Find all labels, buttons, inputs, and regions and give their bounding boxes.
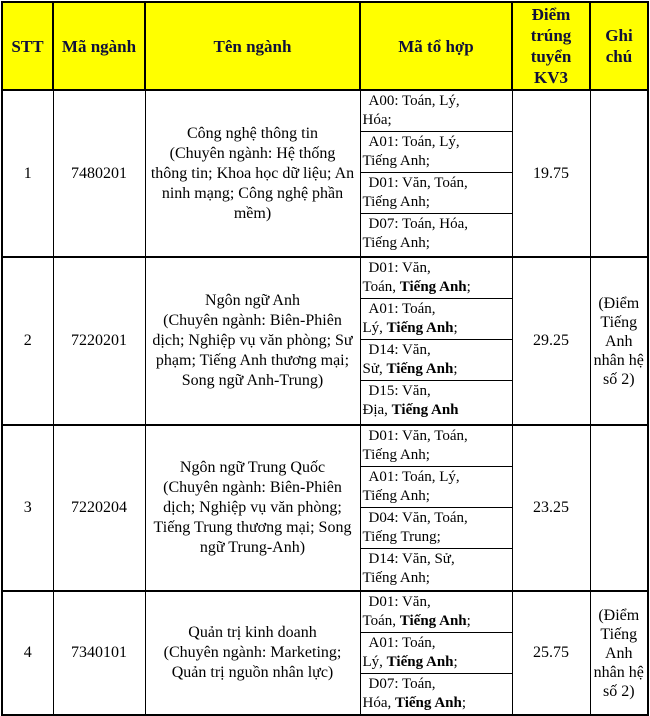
combo-list	[361, 592, 512, 714]
combo-line1: A01: Toán, Lý,	[368, 134, 460, 150]
combo-cell	[360, 591, 512, 715]
combo-item	[361, 674, 512, 714]
header-cell-note: Ghi chú	[590, 2, 648, 90]
combo-item	[361, 173, 512, 214]
major-code-cell: 7340101	[53, 591, 145, 715]
combo-line2: Tiếng Anh;	[362, 194, 430, 210]
score-cell: 23.25	[512, 425, 590, 591]
combo-line2: Tiếng Anh;	[362, 153, 430, 169]
combo-item	[361, 299, 512, 340]
stt-cell: 4	[2, 591, 53, 715]
stt-cell: 3	[2, 425, 53, 591]
combo-line2: Lý, Tiếng Anh;	[362, 320, 458, 336]
table-body	[2, 90, 648, 715]
note-cell: (Điểm Tiếng Anh nhân hệ số 2)	[590, 591, 648, 715]
header-row	[2, 2, 648, 90]
header-cell-combo: Mã tổ hợp	[360, 2, 512, 90]
header-cell-stt: STT	[2, 2, 53, 90]
combo-line2: Tiếng Anh;	[362, 570, 430, 586]
score-cell: 29.25	[512, 257, 590, 425]
table-row	[2, 257, 648, 425]
major-name-cell	[145, 257, 360, 425]
combo-item	[361, 91, 512, 132]
combo-item	[361, 214, 512, 254]
combo-line1: D14: Văn,	[368, 342, 431, 358]
score-cell: 25.75	[512, 591, 590, 715]
combo-line1: A01: Toán,	[368, 301, 436, 317]
combo-line1: D07: Toán,	[368, 676, 436, 692]
major-name-cell	[145, 90, 360, 257]
combo-line2: Tiếng Anh;	[362, 235, 430, 251]
stt-cell: 2	[2, 257, 53, 425]
combo-item	[361, 467, 512, 508]
combo-line1: D07: Toán, Hóa,	[368, 216, 468, 232]
major-code-cell: 7480201	[53, 90, 145, 257]
combo-item	[361, 426, 512, 467]
combo-line2: Địa, Tiếng Anh	[362, 402, 459, 418]
combo-line2: Toán, Tiếng Anh;	[362, 613, 471, 629]
combo-cell	[360, 90, 512, 257]
combo-line1: D01: Văn, Toán,	[368, 175, 468, 191]
combo-line1: D01: Văn,	[368, 594, 431, 610]
combo-item	[361, 592, 512, 633]
combo-list	[361, 91, 512, 254]
major-specializations: (Chuyên ngành: Biên-Phiên dịch; Nghiệp vụ văn phòng; Tiếng Trung thương mại; Song ngữ Trung-Anh)	[153, 479, 352, 556]
major-specializations: (Chuyên ngành: Biên-Phiên dịch; Nghiệp vụ văn phòng; Sư phạm; Tiếng Anh thương mại; Song ngữ Anh-Trung)	[152, 312, 353, 389]
combo-item	[361, 381, 512, 421]
combo-line2: Hóa, Tiếng Anh;	[362, 695, 467, 711]
major-specializations: (Chuyên ngành: Marketing; Quản trị nguồn nhân lực)	[163, 644, 342, 681]
combo-item	[361, 633, 512, 674]
combo-line2: Lý, Tiếng Anh;	[362, 654, 458, 670]
header-cell-major-code: Mã ngành	[53, 2, 145, 90]
combo-line1: D04: Văn, Toán,	[368, 510, 468, 526]
combo-item	[361, 549, 512, 589]
stt-cell: 1	[2, 90, 53, 257]
combo-list	[361, 258, 512, 421]
combo-line1: A00: Toán, Lý,	[368, 93, 460, 109]
combo-item	[361, 340, 512, 381]
admissions-table	[1, 1, 649, 716]
note-cell	[590, 90, 648, 257]
major-title: Quản trị kinh doanh	[188, 624, 317, 641]
table-row	[2, 90, 648, 257]
header-cell-major-name: Tên ngành	[145, 2, 360, 90]
combo-line1: D14: Văn, Sử,	[368, 551, 455, 567]
major-code-cell: 7220204	[53, 425, 145, 591]
combo-list	[361, 426, 512, 589]
combo-line2: Tiếng Anh;	[362, 447, 430, 463]
major-name-cell	[145, 425, 360, 591]
combo-line1: D01: Văn, Toán,	[368, 428, 468, 444]
combo-item	[361, 132, 512, 173]
combo-item	[361, 508, 512, 549]
major-name-cell	[145, 591, 360, 715]
combo-line2: Tiếng Trung;	[362, 529, 441, 545]
combo-line1: A01: Toán, Lý,	[368, 469, 460, 485]
header-cell-score: Điểm trúng tuyển KV3	[512, 2, 590, 90]
major-title: Ngôn ngữ Trung Quốc	[179, 459, 326, 476]
table-row	[2, 591, 648, 715]
combo-cell	[360, 425, 512, 591]
note-cell	[590, 425, 648, 591]
combo-line2: Tiếng Anh;	[362, 488, 430, 504]
note-cell: (Điểm Tiếng Anh nhân hệ số 2)	[590, 257, 648, 425]
score-cell: 19.75	[512, 90, 590, 257]
combo-line1: D15: Văn,	[368, 383, 431, 399]
combo-line2: Toán, Tiếng Anh;	[362, 279, 471, 295]
combo-line2: Sử, Tiếng Anh;	[362, 361, 458, 377]
table-row	[2, 425, 648, 591]
major-specializations: (Chuyên ngành: Hệ thống thông tin; Khoa học dữ liệu; An ninh mạng; Công nghệ phần mềm)	[150, 144, 355, 222]
table-header	[2, 2, 648, 90]
combo-line2: Hóa;	[362, 112, 392, 128]
combo-cell	[360, 257, 512, 425]
combo-item	[361, 258, 512, 299]
major-title: Công nghệ thông tin	[186, 124, 319, 142]
major-title: Ngôn ngữ Anh	[205, 292, 300, 309]
combo-line1: D01: Văn,	[368, 260, 431, 276]
combo-line1: A01: Toán,	[368, 635, 436, 651]
major-code-cell: 7220201	[53, 257, 145, 425]
